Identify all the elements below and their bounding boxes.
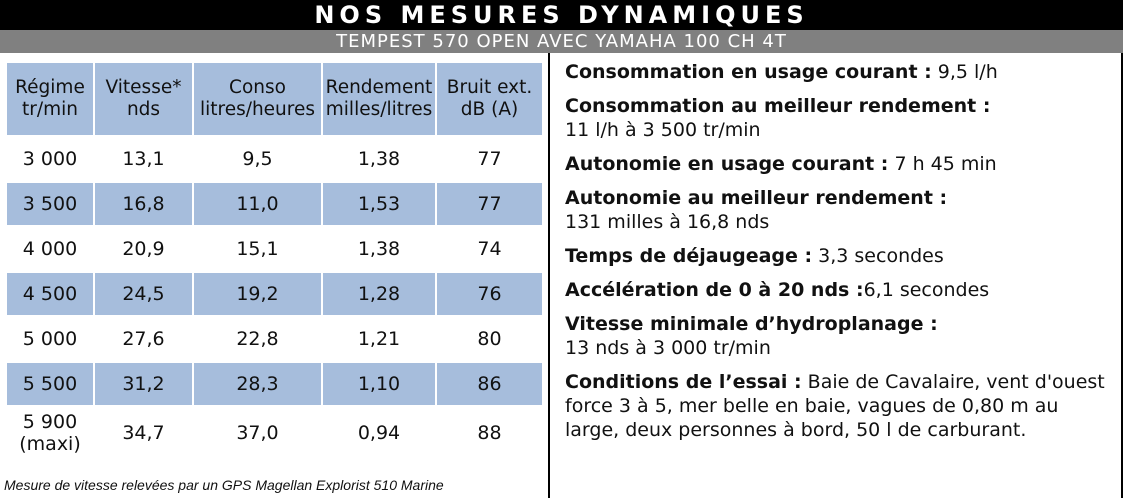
cell-regime: 5 500 [7, 360, 95, 405]
cell-rendement: 0,94 [323, 405, 437, 458]
cell-bruit: 88 [437, 405, 542, 458]
table-header-row [7, 63, 542, 135]
cell-vitesse: 13,1 [95, 135, 194, 180]
cell-rendement: 1,53 [323, 180, 437, 225]
spec-hydroplanage: Vitesse minimale d’hydroplanage : 13 nds à 3 000 tr/min [565, 313, 938, 359]
spec-conso-courant: Consommation en usage courant : 9,5 l/h [565, 61, 998, 83]
cell-conso: 22,8 [194, 315, 323, 360]
page-title: NOS MESURES DYNAMIQUES [0, 0, 1123, 30]
table-row [7, 360, 542, 405]
table-row [7, 225, 542, 270]
cell-rendement: 1,10 [323, 360, 437, 405]
cell-regime: 5 900 (maxi) [7, 405, 95, 458]
cell-vitesse: 34,7 [95, 405, 194, 458]
cell-bruit: 77 [437, 135, 542, 180]
cell-vitesse: 24,5 [95, 270, 194, 315]
cell-rendement: 1,21 [323, 315, 437, 360]
cell-bruit: 77 [437, 180, 542, 225]
cell-conso: 9,5 [194, 135, 323, 180]
table-row [7, 270, 542, 315]
cell-bruit: 86 [437, 360, 542, 405]
table-row [7, 180, 542, 225]
cell-conso: 15,1 [194, 225, 323, 270]
spec-autonomie-courant: Autonomie en usage courant : 7 h 45 min [565, 153, 997, 175]
column-divider [548, 53, 550, 498]
spec-conditions: Conditions de l’essai : Baie de Cavalaire, vent d'ouest force 3 à 5, mer belle en baie, vagues de 0,80 m au large, deux personnes à bord, 50 l de carburant. [565, 371, 1105, 441]
cell-regime: 3 500 [7, 180, 95, 225]
spec-autonomie-rendement: Autonomie au meilleur rendement : 131 milles à 16,8 nds [565, 187, 948, 233]
measures-table-panel [0, 53, 548, 498]
header-vitesse: Vitesse* nds [95, 63, 194, 135]
spec-conso-rendement: Consommation au meilleur rendement : 11 l/h à 3 500 tr/min [565, 95, 991, 141]
cell-vitesse: 31,2 [95, 360, 194, 405]
table-footnote: Mesure de vitesse relevées par un GPS Magellan Explorist 510 Marine [4, 477, 444, 493]
cell-bruit: 76 [437, 270, 542, 315]
table-row [7, 135, 542, 180]
cell-rendement: 1,38 [323, 135, 437, 180]
spec-dejaugeage: Temps de déjaugeage : 3,3 secondes [565, 245, 944, 267]
cell-regime: 3 000 [7, 135, 95, 180]
table-row [7, 405, 542, 458]
page-subtitle: TEMPEST 570 OPEN AVEC YAMAHA 100 CH 4T [0, 30, 1123, 53]
cell-vitesse: 16,8 [95, 180, 194, 225]
specs-panel [565, 60, 1110, 452]
cell-conso: 11,0 [194, 180, 323, 225]
measures-table [7, 63, 542, 458]
spec-acceleration: Accélération de 0 à 20 nds :6,1 secondes [565, 279, 990, 301]
cell-regime: 4 000 [7, 225, 95, 270]
header-rendement: Rendement milles/litres [323, 63, 437, 135]
cell-regime: 5 000 [7, 315, 95, 360]
cell-conso: 28,3 [194, 360, 323, 405]
header-conso: Conso litres/heures [194, 63, 323, 135]
cell-regime: 4 500 [7, 270, 95, 315]
cell-rendement: 1,28 [323, 270, 437, 315]
cell-bruit: 80 [437, 315, 542, 360]
cell-vitesse: 27,6 [95, 315, 194, 360]
cell-conso: 37,0 [194, 405, 323, 458]
header-bruit: Bruit ext. dB (A) [437, 63, 542, 135]
table-row [7, 315, 542, 360]
cell-conso: 19,2 [194, 270, 323, 315]
cell-bruit: 74 [437, 225, 542, 270]
cell-rendement: 1,38 [323, 225, 437, 270]
cell-vitesse: 20,9 [95, 225, 194, 270]
header-regime: Régime tr/min [7, 63, 95, 135]
